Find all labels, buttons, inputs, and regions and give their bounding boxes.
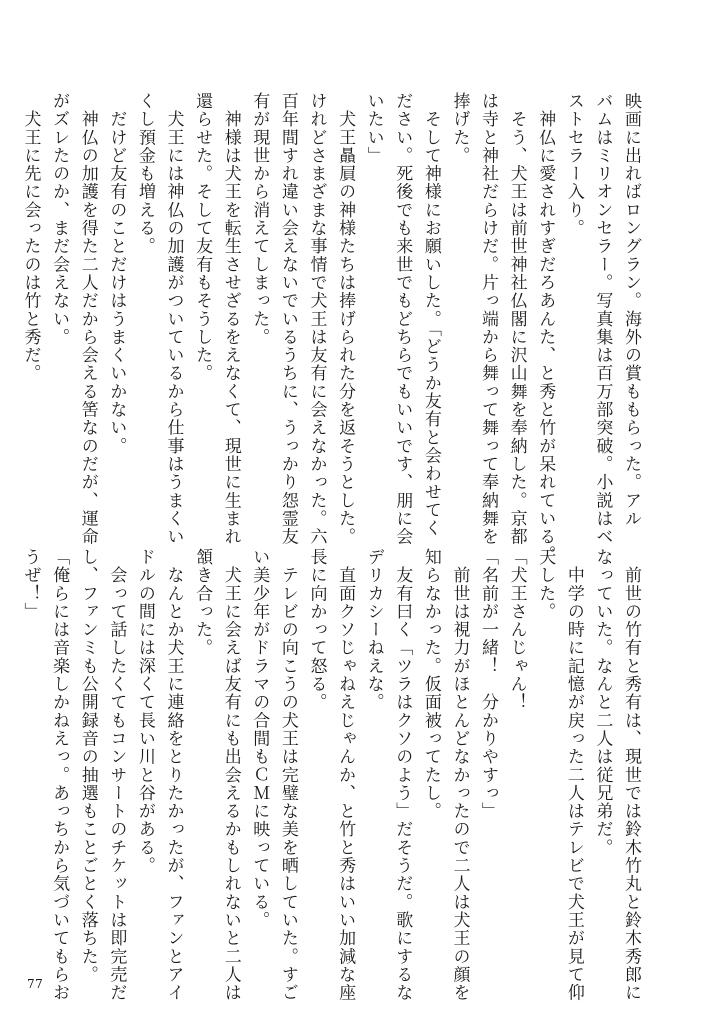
text-line: 「名前が一緒！ 分かりやすっ」 (478, 548, 499, 821)
text-line: ださい。死後でも来世でもどちらでもいいです、朋に会 (392, 92, 413, 546)
text-line: 映画に出ればロングラン。海外の賞ももらった。アル (621, 92, 641, 528)
text-line: デリカシーねえな。 (363, 548, 384, 712)
text-line: けれどさまざまな事情で犬王は友有に会えなかった。六 (306, 92, 327, 546)
text-line: 中学の時に記憶が戻った二人はテレビで犬王が見て仰 (563, 548, 584, 1002)
text-line: 友有曰く「ツラはクソのよう」だそうだ。歌にするな (392, 548, 413, 1002)
text-line: い美少年がドラマの合間もＣＭに映っている。 (249, 548, 270, 930)
text-line: なんとか犬王に連絡をとりたかったが、ファンとアイ (163, 548, 184, 1002)
page-number: 77 (27, 977, 44, 991)
text-line: 捧げた。 (449, 92, 470, 165)
text-line: 有が現世から消えてしまった。 (249, 92, 270, 347)
text-line: 百年間すれ違い会えないでいるうちに、うっかり怨霊友 (277, 92, 298, 546)
text-line: ストセラー入り。 (563, 92, 584, 238)
text-line: 犬王に会えば友有にも出会えるかもしれないと二人は (220, 548, 241, 1002)
text-line: 直面クソじゃねえじゃんか、と竹と秀はいい加減な座 (335, 548, 356, 1002)
text-line: 神様は犬王を転生させざるをえなくて、現世に生まれ (220, 92, 241, 546)
text-line: 知らなかった。仮面被ってたし。 (420, 548, 441, 821)
text-line: 「犬王さんじゃん！ (506, 548, 527, 712)
text-line: 前世は視力がほとんどなかったので二人は犬王の顔を (449, 548, 470, 1002)
text-line: うぜ！」 (20, 548, 41, 621)
text-line: テレビの向こうの犬王は完璧な美を晒していた。すご (277, 548, 298, 1002)
text-line: 頷き合った。 (192, 548, 213, 657)
text-line: そう、犬王は前世神社仏閣に沢山舞を奉納した。京都 (506, 92, 527, 546)
text-line: バムはミリオンセラー。写真集は百万部突破。小説はベ (592, 92, 613, 546)
text-line: くし預金も増える。 (134, 92, 155, 256)
text-line: 神仏に愛されすぎだろあんた、と秀と竹が呆れている。 (535, 92, 556, 564)
text-line: 天した。 (535, 548, 556, 621)
text-line: 長に向かって怒る。 (306, 548, 327, 712)
text-line: ドルの間には深くて長い川と谷がある。 (134, 548, 155, 875)
text-line: 前世の竹有と秀有は、現世では鈴木竹丸と鈴木秀郎に (621, 548, 641, 1002)
text-line: がズレたのか、まだ会えない。 (49, 92, 70, 347)
upper-text-block (16, 92, 645, 564)
text-line: 犬王に先に会ったのは竹と秀だ。 (20, 92, 41, 383)
text-line: 「俺らには音楽しかねえっ。あっちから気づいてもらお (49, 548, 70, 1002)
text-line: 犬王贔屓の神様たちは捧げられた分を返そうとした。 (335, 92, 356, 546)
text-line: は寺と神社だらけだ。片っ端から舞って舞って奉納舞を (478, 92, 499, 546)
text-line: 会って話したくてもコンサートのチケットは即完売だ (106, 548, 127, 1002)
text-line: し、ファンミも公開録音の抽選もことごとく落ちた。 (77, 548, 98, 984)
text-line: いたい」 (363, 92, 384, 165)
text-line: そして神様にお願いした。「どうか友有と会わせてく (420, 92, 441, 538)
text-line: 神仏の加護を得た二人だから会える筈なのだが、運命 (77, 92, 98, 546)
text-line: 還らせた。そして友有もそうした。 (192, 92, 213, 383)
text-line: なっていた。なんと二人は従兄弟だ。 (592, 548, 613, 857)
text-line: だけど友有のことだけはうまくいかない。 (106, 92, 127, 455)
text-line: 犬王には神仏の加護がついているから仕事はうまくい (163, 92, 184, 546)
